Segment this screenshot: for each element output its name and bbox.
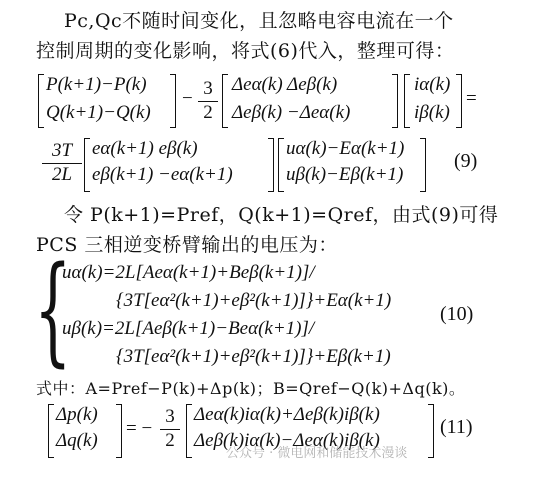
fraction-numerator: 3 xyxy=(203,78,213,99)
matrix-cell: iα(k) xyxy=(414,74,451,95)
matrix-cell: Δeβ(k)iα(k)−Δeα(k)iβ(k) xyxy=(194,430,380,451)
matrix-cell: Δq(k) xyxy=(56,430,98,451)
matrix-bracket-right xyxy=(116,404,122,458)
equals-minus: = − xyxy=(126,418,153,439)
matrix-bracket-right xyxy=(456,74,462,128)
matrix-bracket-right xyxy=(268,138,274,192)
equation-number: (9) xyxy=(454,150,478,172)
matrix-cell: Δeα(k) Δeβ(k) xyxy=(232,74,338,95)
matrix-cell: iβ(k) xyxy=(414,102,450,123)
matrix-bracket-right xyxy=(392,74,398,128)
matrix-bracket-right xyxy=(170,74,176,128)
text-line-5: 式中：A=Pref−P(k)+Δp(k)；B=Qref−Q(k)+Δq(k)。 xyxy=(36,379,466,398)
fraction-numerator: 3T xyxy=(51,140,73,161)
left-brace: { xyxy=(34,240,72,378)
watermark: 公众号 · 微电网和储能技术漫谈 xyxy=(226,446,408,461)
equation-line: {3T[eα²(k+1)+eβ²(k+1)]}+Eα(k+1) xyxy=(116,290,392,311)
matrix-bracket-left xyxy=(38,74,44,128)
matrix-bracket-left xyxy=(404,74,410,128)
matrix-bracket-right xyxy=(428,404,434,458)
matrix-bracket-left xyxy=(222,74,228,128)
matrix-cell: Δeβ(k) −Δeα(k) xyxy=(232,102,351,123)
matrix-cell: eα(k+1) eβ(k) xyxy=(92,138,198,159)
equation-line: uβ(k)=2L[Aeβ(k+1)−Beα(k+1)]/ xyxy=(62,318,315,339)
equation-number: (11) xyxy=(440,416,473,438)
matrix-cell: uβ(k)−Eβ(k+1) xyxy=(286,164,404,185)
matrix-bracket-left xyxy=(84,138,90,192)
minus-sign: − xyxy=(182,88,193,109)
text-line-1: Pc,Qc不随时间变化，且忽略电容电流在一个 xyxy=(64,10,454,32)
matrix-cell: uα(k)−Eα(k+1) xyxy=(286,138,405,159)
matrix-cell: eβ(k+1) −eα(k+1) xyxy=(92,164,233,185)
matrix-cell: Δp(k) xyxy=(56,404,98,425)
text-line-2: 控制周期的变化影响，将式(6)代入，整理可得： xyxy=(36,40,455,62)
equation-line: uα(k)=2L[Aeα(k+1)+Beβ(k+1)]/ xyxy=(62,262,315,283)
text-line-3: 令 P(k+1)=Pref，Q(k+1)=Qref，由式(9)可得 xyxy=(64,204,499,226)
fraction-denominator: 2L xyxy=(51,164,73,185)
fraction-denominator: 2 xyxy=(165,430,175,451)
matrix-bracket-left xyxy=(186,404,192,458)
fraction-denominator: 2 xyxy=(203,102,213,123)
fraction-numerator: 3 xyxy=(165,406,175,427)
equation-line: {3T[eα²(k+1)+eβ²(k+1)]}+Eβ(k+1) xyxy=(116,346,391,367)
equals-sign: = xyxy=(466,88,477,109)
matrix-cell: P(k+1)−P(k) xyxy=(46,74,147,95)
matrix-bracket-left xyxy=(278,138,284,192)
text-line-4: PCS 三相逆变桥臂输出的电压为： xyxy=(36,234,338,256)
matrix-cell: Q(k+1)−Q(k) xyxy=(46,102,151,123)
matrix-cell: Δeα(k)iα(k)+Δeβ(k)iβ(k) xyxy=(194,404,380,425)
matrix-bracket-left xyxy=(48,404,54,458)
equation-number: (10) xyxy=(440,303,474,325)
matrix-bracket-right xyxy=(420,138,426,192)
